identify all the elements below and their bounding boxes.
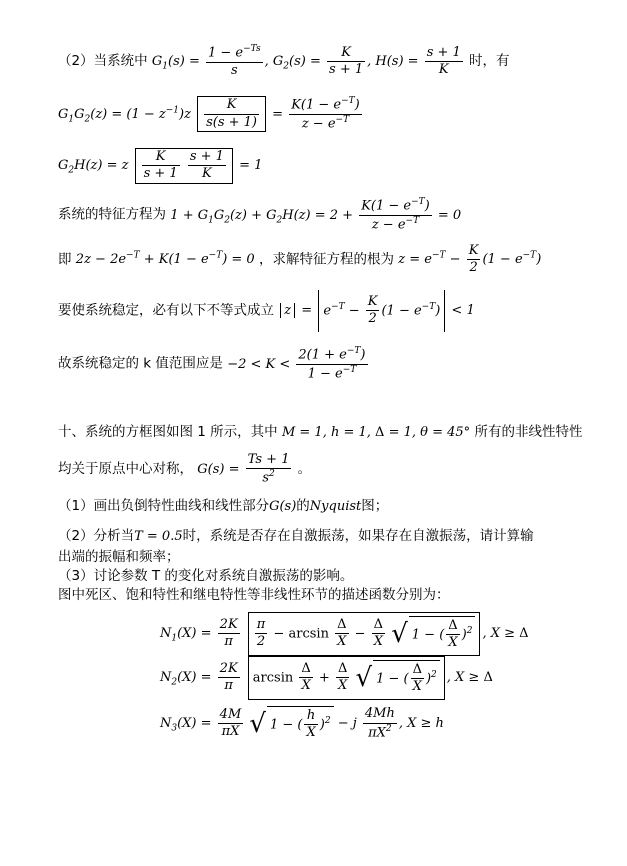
task2-text: （2）分析当 — [58, 528, 135, 544]
char-eq-label: 系统的特征方程为 — [58, 206, 166, 223]
n2-formula: $N_2(X)$ = $\frac{2K}{\pi}$ arcsin $\frac{\Delta}{X}$ + $\frac{\Delta}{X}$ √ 1 − ( $\frac{\Delta}{X}$ )$^2$ , X ≥ Δ — [160, 656, 493, 700]
q10-symmetric: 均关于原点中心对称， — [58, 460, 193, 477]
g2h-z-formula: $G_2H(z) = z$ $\frac{K}{s + 1}$ $\frac{s + 1}{K}$ = 1 — [58, 148, 262, 184]
q10-task3 — [58, 564, 353, 584]
q10-desc — [58, 583, 450, 603]
g1g2-z-formula: $G_1G_2(z) = (1 - z^{-1})z$ $\frac{K}{s(s + 1)}$ = $\frac{K(1 - e^{-T})}{z - e^{-T}}$ — [58, 96, 360, 131]
task1-end: 图； — [361, 498, 389, 514]
char-eq-line: 系统的特征方程为 $1 + G_1G_2(z) + G_2H(z) = 2$ + $\frac{K(1 - e^{-T})}{z - e^{-T}}$ = 0 — [58, 197, 462, 232]
g1-formula: $G_1(s)$ = $\frac{1 - e^{-Ts}}{s}$ , $G_2(s)$ = $\frac{K}{s + 1}$ , H(s) = $\frac{s + 1}{K}$ — [151, 44, 461, 78]
condition-line — [58, 44, 509, 79]
q10-period: 。 — [297, 460, 312, 477]
task2-text-c: 出端的振幅和频率； — [58, 549, 180, 565]
n3-formula: $N_3(X)$ = $\frac{4M}{\pi X}$ √ 1 − ( $\frac{h}{X}$ )$^2$ − j $\frac{4Mh}{\pi X^2}$ , X ≥ h — [160, 706, 444, 741]
ji-label: 即 — [58, 251, 72, 268]
stability-label: 要使系统稳定，必有以下不等式成立 — [58, 302, 274, 319]
root-line: 即 $2z - 2e^{-T} + K(1 - e^{-T}) = 0$ ，求解特征方程的根为 $z = e^{-T}$ − $\frac{K}{2}$ $(1 - e^{-T})$ — [58, 243, 542, 276]
q10-line2: 均关于原点中心对称， G(s) = $\frac{Ts + 1}{s^2}$ 。 — [58, 452, 312, 486]
q10-task2: （2）分析当T = 0.5时，系统是否存在自激振荡，如果存在自激振荡，请计算输 — [58, 528, 534, 544]
desc-text: 图中死区、饱和特性和继电特性等非线性环节的描述函数分别为： — [58, 587, 450, 603]
solve-label: ，求解特征方程的根为 — [259, 251, 394, 268]
condition-prefix: （2）当系统中 — [58, 52, 148, 69]
task1-nyquist: Nyquist — [309, 499, 362, 514]
q10-task2-cont — [58, 545, 180, 565]
q10-intro: 十、系统的方框图如图 1 所示，其中 — [58, 424, 278, 440]
task1-text: （1）画出负倒特性曲线和线性部分 — [58, 498, 270, 514]
k-range-label: 故系统稳定的 k 值范围应是 — [58, 355, 223, 372]
task2-text-b: 时，系统是否存在自激振荡，如果存在自激振荡，请计算输 — [182, 528, 534, 544]
q10-intro-tail: 所有的非线性特性 — [474, 424, 583, 440]
k-range-line: 故系统稳定的 k 值范围应是 −2 < K < $\frac{2(1 + e^{-T})}{1 - e^{-T}}$ — [58, 346, 366, 381]
q10-task1: （1）画出负倒特性曲线和线性部分G(s)的Nyquist图； — [58, 498, 389, 514]
q10-line1: 十、系统的方框图如图 1 所示，其中 M = 1, h = 1, Δ = 1, θ = 45° 所有的非线性特性 — [58, 424, 583, 440]
task3-text: （3）讨论参数 T 的变化对系统自激振荡的影响。 — [58, 568, 354, 584]
task1-de: 的 — [296, 498, 310, 514]
stability-line: 要使系统稳定，必有以下不等式成立 $z = e^{-T}$ − $\frac{K}{2}$ $(1 - e^{-T}) < 1$ — [58, 290, 475, 332]
condition-suffix: 时，有 — [468, 52, 510, 69]
n1-formula: $N_1(X)$ = $\frac{2K}{\pi}$ $\frac{\pi}{2}$ − arcsin $\frac{\Delta}{X}$ − $\frac{\Delta}{X}$ √ 1 − ( $\frac{\Delta}{X}$ )$^2$ , X ≥ Δ — [160, 612, 529, 656]
